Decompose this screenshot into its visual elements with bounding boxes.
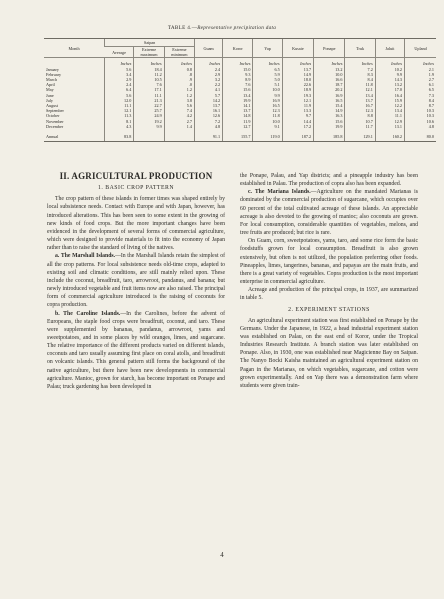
value-cell: 2.1: [405, 67, 436, 72]
units-blank-cell: [44, 58, 105, 67]
value-cell: 129.1: [345, 129, 375, 142]
value-cell: 10.7: [345, 119, 375, 124]
value-cell: 12.6: [195, 113, 223, 118]
units-cell: Inches: [253, 58, 282, 67]
value-cell: 13.3: [282, 108, 313, 113]
value-cell: 1.4: [164, 124, 194, 129]
header-upland: Upland: [405, 39, 436, 58]
value-cell: 16.6: [314, 77, 345, 82]
value-cell: 5.6: [105, 93, 134, 98]
value-cell: 7.6: [223, 82, 253, 87]
right-column: [240, 172, 418, 390]
units-cell: Inches: [282, 58, 313, 67]
value-cell: 12.3: [253, 108, 282, 113]
value-cell: 13.4: [375, 108, 404, 113]
value-cell: 2.7: [164, 119, 194, 124]
month-cell: April: [46, 82, 55, 88]
header-extreme-maximum: Extreme maximum: [134, 47, 164, 58]
header-yap: Yap: [253, 39, 282, 58]
units-cell: Inches: [164, 58, 194, 67]
value-cell: 17.0: [375, 87, 404, 92]
value-cell: 16.5: [253, 103, 282, 108]
value-cell: 155.7: [223, 129, 253, 142]
value-cell: 19.9: [223, 98, 253, 103]
value-cell: 10.5: [134, 77, 164, 82]
paragraph-mariana: [240, 188, 418, 237]
units-cell: Inches: [195, 58, 223, 67]
value-cell: 16.9: [253, 98, 282, 103]
page-number: 4: [220, 551, 224, 559]
value-cell: 19.3: [282, 93, 313, 98]
value-cell: 11.1: [105, 103, 134, 108]
value-cell: 11.1: [134, 93, 164, 98]
value-cell: 13.1: [375, 124, 404, 129]
header-guam: Guam: [195, 39, 223, 58]
value-cell: 2.9: [195, 72, 223, 77]
section-heading: II. AGRICULTURAL PRODUCTION: [59, 171, 213, 181]
value-cell: 10.6: [405, 119, 436, 124]
value-cell: 7.4: [164, 108, 194, 113]
table-units-row: [44, 58, 436, 67]
month-cell: October: [46, 113, 60, 119]
value-cell: 1.2: [164, 87, 194, 92]
value-cell: 1.9: [405, 72, 436, 77]
value-cell: .8: [164, 72, 194, 77]
value-cell: 6.1: [405, 82, 436, 87]
value-cell: 11.8: [253, 113, 282, 118]
value-cell: 10.0: [253, 119, 282, 124]
value-cell: 7.6: [134, 82, 164, 87]
value-cell: 11.3: [105, 113, 134, 118]
value-cell: 8.1: [105, 119, 134, 124]
value-cell: 160.2: [375, 129, 404, 142]
month-cell: August: [46, 103, 59, 109]
value-cell: 20.2: [314, 87, 345, 92]
value-cell: 5.0: [253, 77, 282, 82]
value-cell: 9.9: [253, 93, 282, 98]
value-cell: 14.1: [223, 103, 253, 108]
value-cell: 16.4: [375, 93, 404, 98]
value-cell: 18.0: [282, 77, 313, 82]
header-kusaie: Kusaie: [282, 39, 313, 58]
value-cell: 16.7: [345, 103, 375, 108]
value-cell: 2.7: [405, 77, 436, 82]
paragraph-acreage: Acreage and production of the principal crops, in 1937, are summarized in table 5.: [240, 287, 418, 302]
value-cell: 9.7: [282, 113, 313, 118]
value-cell: 14.9: [314, 108, 345, 113]
value-cell: 16.5: [314, 98, 345, 103]
paragraph-guam: On Guam, corn, sweetpotatoes, yams, taro, and some rice form the basic foodstuffs grown for local consumption. Breadfruit is also grown extensively, but often is not utilized, the population preferring other foods. Pineapples, limes, tangerines, bananas, and papayas are the main fruits, and there is a great variety of vegetables. Copra production is the most important enterprise in commercial agriculture.: [240, 238, 418, 286]
value-cell: 3.8: [164, 98, 194, 103]
left-column: [47, 172, 225, 391]
value-cell: 14.3: [375, 77, 404, 82]
value-cell: 18.4: [134, 67, 164, 72]
value-cell: 14.9: [282, 72, 313, 77]
value-cell: 187.2: [282, 129, 313, 142]
value-cell: 13.7: [282, 67, 313, 72]
value-cell: 13.7: [223, 108, 253, 113]
value-cell: 16.1: [195, 108, 223, 113]
value-cell: 9.1: [253, 124, 282, 129]
value-cell: 8.7: [405, 103, 436, 108]
value-cell: 15.6: [314, 119, 345, 124]
month-cell: July: [46, 97, 53, 103]
value-cell: 17.2: [282, 124, 313, 129]
value-cell: 3.4: [105, 72, 134, 77]
value-cell: 3.2: [195, 77, 223, 82]
value-cell: 7.2: [195, 119, 223, 124]
value-cell: [134, 129, 164, 142]
table-row: [44, 129, 436, 142]
value-cell: 19.2: [134, 119, 164, 124]
units-cell: Inches: [405, 58, 436, 67]
header-koror: Koror: [223, 39, 253, 58]
header-truk: Truk: [345, 39, 375, 58]
value-cell: 15.0: [223, 67, 253, 72]
value-cell: 16.3: [314, 113, 345, 118]
value-cell: 119.0: [253, 129, 282, 142]
value-cell: 5.7: [195, 93, 223, 98]
value-cell: 6.5: [405, 87, 436, 92]
value-cell: [164, 129, 194, 142]
value-cell: 13.7: [345, 98, 375, 103]
value-cell: 2.2: [195, 82, 223, 87]
subsection-heading-experiment-stations: 2. EXPERIMENT STATIONS: [288, 306, 370, 313]
value-cell: 22.7: [134, 103, 164, 108]
value-cell: 11.9: [223, 119, 253, 124]
body-marshall: —In the Marshall Islands retain the simplest of all the crop patterns. For local subsistence needs old-time crops, adapted to existing soil and climatic conditions, are still mainly relied upon. These include the coconut, breadfruit, taro, arrowroot, pandanus, and banana; but newly introduced vegetable and fruit items now are also raised. The principal form of commercial agriculture introduced is the raising of coconuts for copra production.: [47, 253, 225, 309]
value-cell: 18.7: [314, 82, 345, 87]
precipitation-table: [44, 38, 436, 142]
value-cell: 8.9: [223, 77, 253, 82]
month-cell: November: [46, 118, 64, 124]
paragraph-intro: The crop pattern of these islands in former times was shaped entirely by local subsistence needs. Contact with Europe and with Japan, however, has introduced alterations. This has been seen to some extent in the growing of new kinds of food crops. But the more important changes have been evidenced in the development of several forms of commercial agriculture, which were designed to provide materials to fit into the economy of Japan rather than to raise the standard of living of the natives.: [47, 196, 225, 252]
table-caption-title: Representative precipitation data: [197, 25, 277, 31]
header-jaluit: Jaluit: [375, 39, 404, 58]
value-cell: 5.1: [253, 82, 282, 87]
value-cell: 9.3: [223, 72, 253, 77]
value-cell: 11.9: [282, 103, 313, 108]
month-cell: May: [46, 87, 54, 93]
units-cell: Inches: [134, 58, 164, 67]
month-cell: Annual: [44, 129, 105, 142]
value-cell: 21.3: [134, 98, 164, 103]
value-cell: 4.3: [105, 124, 134, 129]
units-cell: Inches: [314, 58, 345, 67]
value-cell: 83.8: [105, 129, 134, 142]
value-cell: 15.6: [223, 87, 253, 92]
header-average: Average: [105, 47, 134, 58]
value-cell: 14.8: [223, 113, 253, 118]
value-cell: 14.4: [282, 119, 313, 124]
units-cell: Inches: [105, 58, 134, 67]
value-cell: 15.4: [314, 103, 345, 108]
header-ponape: Ponape: [314, 39, 345, 58]
value-cell: 12.1: [105, 108, 134, 113]
table-caption-dash: —: [191, 25, 198, 31]
value-cell: 10.3: [405, 108, 436, 113]
value-cell: 6.5: [253, 67, 282, 72]
runin-caroline: b. The Caroline Islands.: [55, 310, 121, 317]
month-cell: June: [46, 92, 54, 98]
table-header-row: [44, 39, 436, 47]
value-cell: 24.9: [134, 113, 164, 118]
paragraph-marshall: [47, 252, 225, 309]
value-cell: 6.4: [105, 87, 134, 92]
value-cell: 19.9: [314, 124, 345, 129]
header-month: Month: [44, 39, 105, 58]
month-cell: December: [46, 123, 64, 129]
value-cell: 11.1: [375, 113, 404, 118]
value-cell: .0: [164, 82, 194, 87]
value-cell: 18.9: [282, 87, 313, 92]
value-cell: 8.4: [405, 98, 436, 103]
value-cell: 10.2: [375, 67, 404, 72]
value-cell: 9.9: [134, 124, 164, 129]
value-cell: .9: [164, 77, 194, 82]
header-extreme-minimum: Extreme minimum: [164, 47, 194, 58]
value-cell: 25.7: [134, 108, 164, 113]
value-cell: 9.9: [375, 72, 404, 77]
body-mariana: —Agriculture on the mandated Marianas is dominated by the commercial production of sugarcane, which occupies over 60 percent of the total cultivated acreage of these islands. An appreciable acreage is also devoted to the growing of manioc; also coconuts are grown. For local consumption, considerable quantities of vegetables, melons, and tree fruits are produced; but rice is rare.: [240, 189, 418, 237]
paragraph-experiment-stations: An agricultural experiment station was first established on Ponape by the Germans. Under the Japanese, in 1922, a head industrial experiment station was established on Palau, on the east end of Koror, under the Tropical Industries Research Institute. A branch station was later established on Ponape. Also, in 1930, one was established near Magicienne Bay on Saipan. The Nanyo Bocki Kaisha maintained an agricultural experiment station on Pagan in the Marianas, on which vegetables, sugarcane, and cotton were grown experimentally. And on Yap there was a demonstration farm where students were given train-: [240, 317, 418, 389]
value-cell: 13.2: [375, 82, 404, 87]
value-cell: 14.2: [195, 98, 223, 103]
table-caption-number: TABLE 4.: [167, 25, 192, 31]
value-cell: 12.0: [105, 98, 134, 103]
value-cell: 13.2: [314, 67, 345, 72]
value-cell: 12.3: [345, 108, 375, 113]
month-cell: January: [46, 66, 60, 72]
value-cell: 15.9: [375, 98, 404, 103]
value-cell: 13.7: [195, 103, 223, 108]
value-cell: 8.3: [345, 72, 375, 77]
value-cell: 13.4: [223, 93, 253, 98]
value-cell: 5.6: [105, 67, 134, 72]
value-cell: 12.9: [375, 119, 404, 124]
value-cell: 7.3: [405, 93, 436, 98]
value-cell: 11.7: [345, 124, 375, 129]
value-cell: 0.8: [164, 67, 194, 72]
value-cell: 22.6: [282, 82, 313, 87]
value-cell: 1.2: [164, 93, 194, 98]
value-cell: 2.4: [105, 82, 134, 87]
value-cell: 80.0: [405, 129, 436, 142]
runin-marshall: a. The Marshall Islands.: [55, 253, 116, 260]
value-cell: 91.1: [195, 129, 223, 142]
units-cell: Inches: [223, 58, 253, 67]
value-cell: 4.1: [195, 87, 223, 92]
value-cell: 10.0: [314, 72, 345, 77]
value-cell: 8.8: [345, 113, 375, 118]
table-body: [44, 58, 436, 142]
subsection-heading-crop-pattern: 1. BASIC CROP PATTERN: [97, 185, 175, 192]
value-cell: 10.3: [405, 113, 436, 118]
value-cell: 7.2: [345, 67, 375, 72]
value-cell: 12.2: [375, 103, 404, 108]
value-cell: 185.8: [314, 129, 345, 142]
value-cell: 12.7: [223, 124, 253, 129]
value-cell: 11.2: [134, 72, 164, 77]
value-cell: 2.9: [105, 77, 134, 82]
units-cell: Inches: [375, 58, 404, 67]
value-cell: 16.9: [314, 93, 345, 98]
month-cell: September: [46, 108, 64, 114]
value-cell: 2.4: [195, 67, 223, 72]
value-cell: 17.1: [134, 87, 164, 92]
value-cell: 5.6: [164, 103, 194, 108]
value-cell: 12.1: [282, 98, 313, 103]
paragraph-caroline-continued: the Ponape, Palau, and Yap districts; and a pineapple industry has been established in Palau. The production of copra also has been expanded.: [240, 173, 418, 188]
month-cell: March: [46, 77, 57, 83]
units-cell: Inches: [345, 58, 375, 67]
value-cell: 4.8: [195, 124, 223, 129]
body-caroline: —In the Carolines, before the advent of Europeans, the staple food crops were breadfruit, coconut, and taro. These were supplemented by bananas, pandanus, arrowroot, yams and sweetpotatoes, and in some places by wild oranges, limes, and sugarcane. The relative importance of the different products varied on different islands, coconuts and taro usually assuming first place on coral atolls, and breadfruit on volcanic islands. This general pattern still forms the background of the native agriculture, but there have been new developments in commercial agriculture. Manioc, grown for starch, has become important on Ponape and Palau; truck gardening has been developed in: [47, 310, 225, 390]
value-cell: 10.0: [253, 87, 282, 92]
month-cell: February: [46, 71, 62, 77]
value-cell: 4.8: [405, 124, 436, 129]
paragraph-caroline: [47, 310, 225, 392]
header-saipan: Saipan: [105, 39, 195, 47]
value-cell: 8.4: [345, 77, 375, 82]
runin-mariana: c. The Mariana Islands.: [248, 189, 311, 196]
value-cell: 12.1: [345, 87, 375, 92]
value-cell: 11.8: [345, 82, 375, 87]
value-cell: 5.9: [253, 72, 282, 77]
value-cell: 4.2: [164, 113, 194, 118]
value-cell: 13.4: [345, 93, 375, 98]
table-caption: [0, 25, 444, 31]
